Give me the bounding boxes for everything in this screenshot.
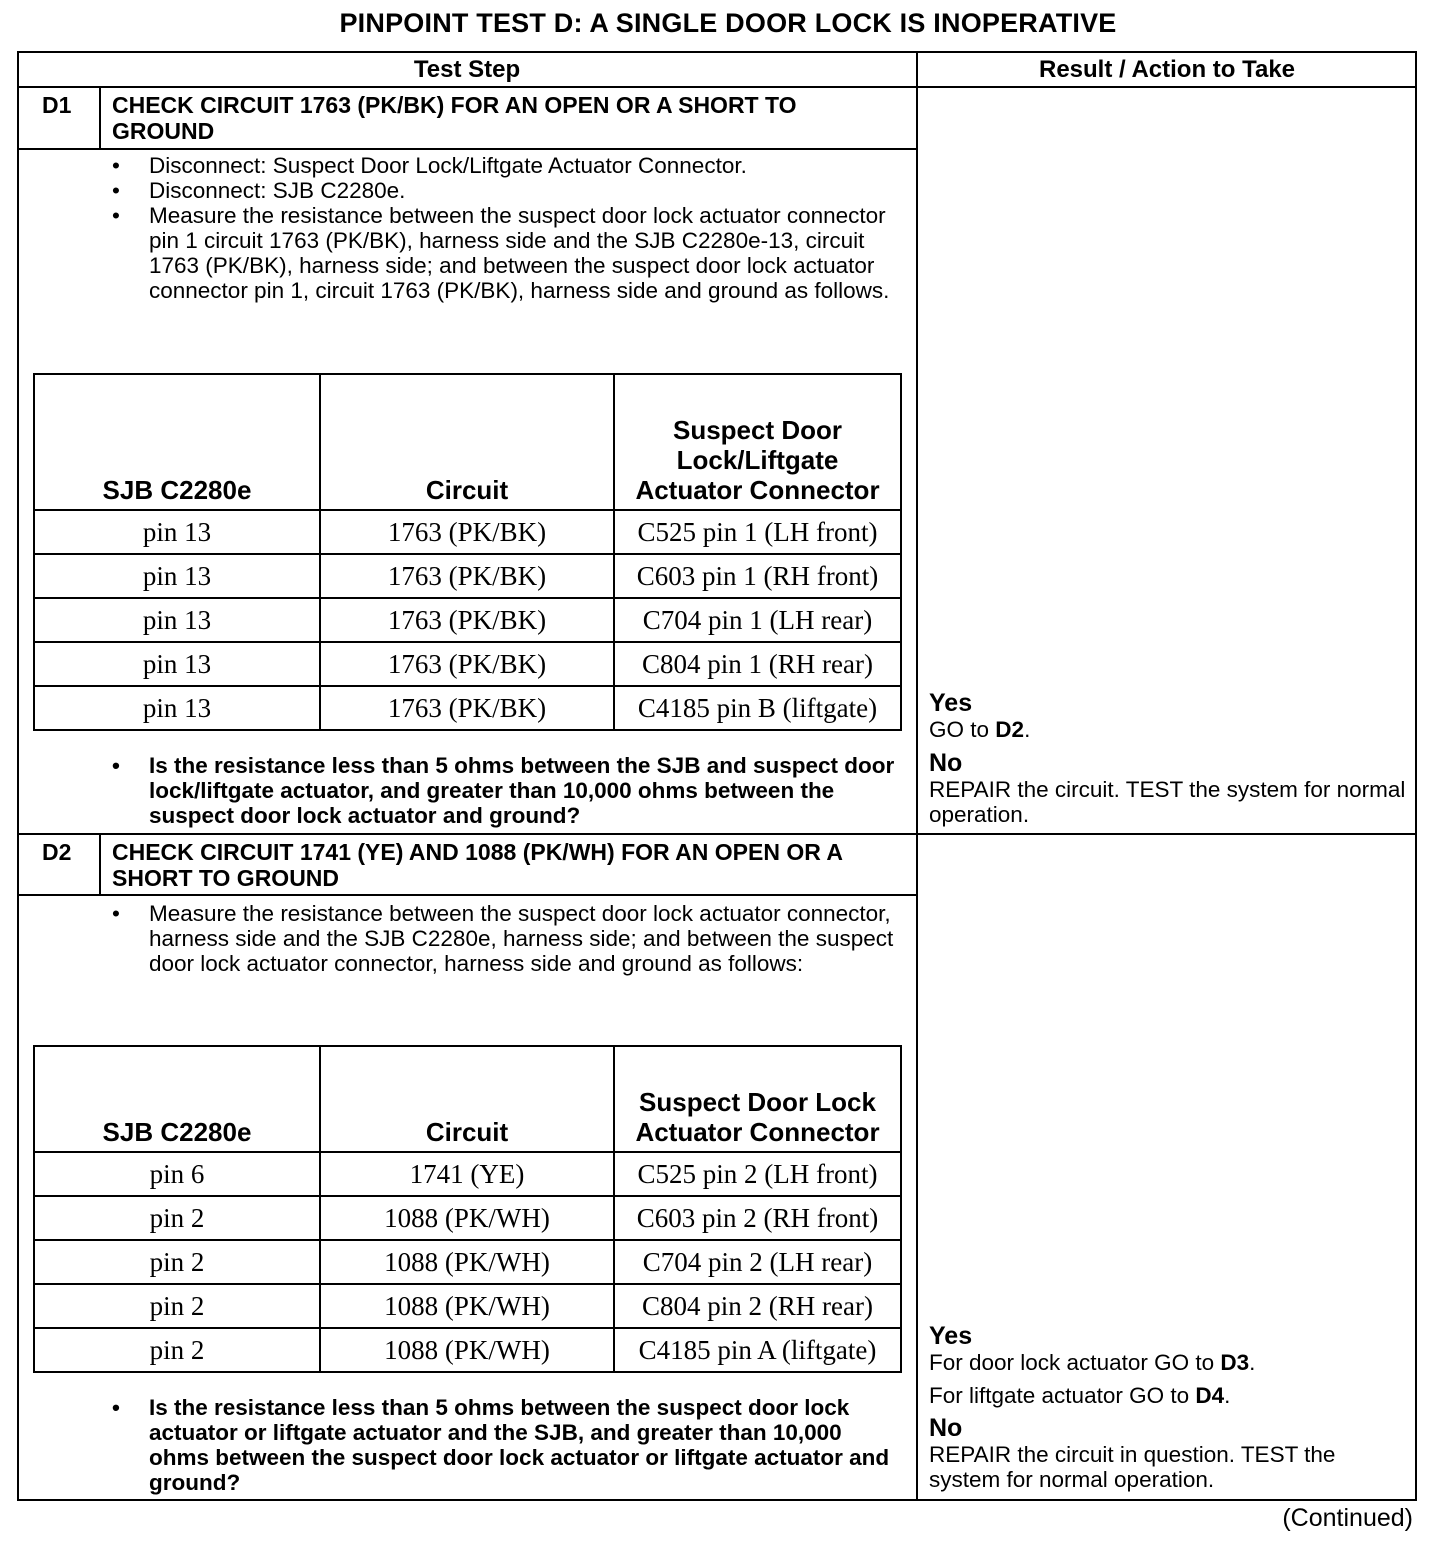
question-list [112, 753, 902, 828]
continued-note: (Continued) [1282, 1504, 1413, 1532]
table-cell: pin 13 [34, 642, 320, 686]
test-question: • Is the resistance less than 5 ohms between the SJB and suspect door lock/liftgate actuator, and greater than 10,000 ohms between the suspect door lock actuator and ground? [112, 753, 902, 828]
column-header: Suspect Door Lock/Liftgate Actuator Connector [614, 374, 901, 510]
table-cell: C804 pin 1 (RH rear) [614, 642, 901, 686]
step-title: CHECK CIRCUIT 1763 (PK/BK) FOR AN OPEN OR A SHORT TO GROUND [112, 92, 797, 144]
yes-label: Yes [929, 1322, 973, 1350]
table-cell: C4185 pin B (liftgate) [614, 686, 901, 730]
yes-action: For liftgate actuator GO to D4. [929, 1383, 1231, 1408]
table-cell: C704 pin 2 (LH rear) [614, 1240, 901, 1284]
table-row [34, 686, 901, 730]
table-cell: 1088 (PK/WH) [320, 1284, 614, 1328]
instruction-item: • Measure the resistance between the suspect door lock actuator connector, harness side and the SJB C2280e, harness side; and between the suspect door lock actuator connector, harness side and ground as follows: [112, 901, 902, 976]
table-cell: pin 2 [34, 1240, 320, 1284]
yes-action: For door lock actuator GO to D3. [929, 1350, 1256, 1375]
table-cell: pin 13 [34, 554, 320, 598]
table-cell: 1763 (PK/BK) [320, 510, 614, 554]
table-cell: 1088 (PK/WH) [320, 1328, 614, 1372]
instruction-list [112, 153, 902, 303]
goto-step-link: D4 [1195, 1383, 1225, 1408]
table-cell: 1763 (PK/BK) [320, 598, 614, 642]
no-action: REPAIR the circuit. TEST the system for normal operation. [929, 777, 1406, 827]
table-cell: pin 13 [34, 686, 320, 730]
table-cell: 1741 (YE) [320, 1152, 614, 1196]
yes-action: GO to D2. [929, 717, 1031, 742]
table-cell: 1088 (PK/WH) [320, 1240, 614, 1284]
table-cell: 1088 (PK/WH) [320, 1196, 614, 1240]
table-cell: 1763 (PK/BK) [320, 642, 614, 686]
step-id-divider [99, 87, 101, 149]
no-label: No [929, 1414, 963, 1442]
table-cell: C704 pin 1 (LH rear) [614, 598, 901, 642]
no-label: No [929, 749, 963, 777]
table-cell: pin 2 [34, 1328, 320, 1372]
table-cell: pin 13 [34, 598, 320, 642]
table-cell: C4185 pin A (liftgate) [614, 1328, 901, 1372]
table-cell: 1763 (PK/BK) [320, 554, 614, 598]
instruction-item: • Disconnect: Suspect Door Lock/Liftgate Actuator Connector. [112, 153, 902, 178]
table-row [34, 1196, 901, 1240]
connector-table [33, 1045, 902, 1373]
table-cell: C603 pin 1 (RH front) [614, 554, 901, 598]
column-header: Circuit [320, 374, 614, 510]
step-id: D2 [42, 839, 72, 865]
page-title: PINPOINT TEST D: A SINGLE DOOR LOCK IS INOPERATIVE [339, 8, 1117, 38]
step-id: D1 [42, 92, 72, 118]
step-title: CHECK CIRCUIT 1741 (YE) AND 1088 (PK/WH) FOR AN OPEN OR A SHORT TO GROUND [112, 839, 843, 891]
no-action: REPAIR the circuit in question. TEST the system for normal operation. [929, 1442, 1336, 1492]
step-title-divider [17, 894, 917, 896]
question-list [112, 1395, 902, 1495]
table-cell: C804 pin 2 (RH rear) [614, 1284, 901, 1328]
table-row [34, 1284, 901, 1328]
table-cell: pin 2 [34, 1284, 320, 1328]
table-row [34, 510, 901, 554]
column-header: SJB C2280e [34, 1046, 320, 1152]
step-title-divider [17, 148, 917, 150]
table-cell: pin 2 [34, 1196, 320, 1240]
goto-step-link: D3 [1220, 1350, 1250, 1375]
test-question: • Is the resistance less than 5 ohms between the suspect door lock actuator or liftgate actuator and the SJB, and greater than 10,000 ohms between the suspect door lock actuator or liftgate actuator and ground? [112, 1395, 902, 1495]
result-d2 [929, 1322, 1409, 1492]
table-row [34, 554, 901, 598]
table-cell: pin 13 [34, 510, 320, 554]
table-cell: pin 6 [34, 1152, 320, 1196]
yes-label: Yes [929, 689, 973, 717]
table-cell: C525 pin 1 (LH front) [614, 510, 901, 554]
step-id-divider [99, 834, 101, 896]
result-header: Result / Action to Take [1038, 56, 1296, 83]
connector-table [33, 373, 902, 731]
column-divider [916, 51, 918, 1501]
table-row [34, 598, 901, 642]
table-row [34, 1152, 901, 1196]
column-header: Circuit [320, 1046, 614, 1152]
instruction-item: • Measure the resistance between the suspect door lock actuator connector pin 1 circuit 1763 (PK/BK), harness side and the SJB C2280e-13, circuit 1763 (PK/BK), harness side; and between the suspect door lock actuator connector pin 1, circuit 1763 (PK/BK), harness side and ground as follows. [112, 203, 902, 303]
column-header: SJB C2280e [34, 374, 320, 510]
table-cell: C525 pin 2 (LH front) [614, 1152, 901, 1196]
instruction-list [112, 901, 902, 976]
table-cell: 1763 (PK/BK) [320, 686, 614, 730]
table-row [34, 642, 901, 686]
goto-step-link: D2 [995, 717, 1025, 742]
table-row [34, 1240, 901, 1284]
result-d1 [929, 689, 1409, 827]
test-step-header: Test Step [413, 56, 521, 83]
table-cell: C603 pin 2 (RH front) [614, 1196, 901, 1240]
table-row [34, 1328, 901, 1372]
column-header: Suspect Door Lock Actuator Connector [614, 1046, 901, 1152]
instruction-item: • Disconnect: SJB C2280e. [112, 178, 902, 203]
step-separator [17, 833, 1417, 835]
